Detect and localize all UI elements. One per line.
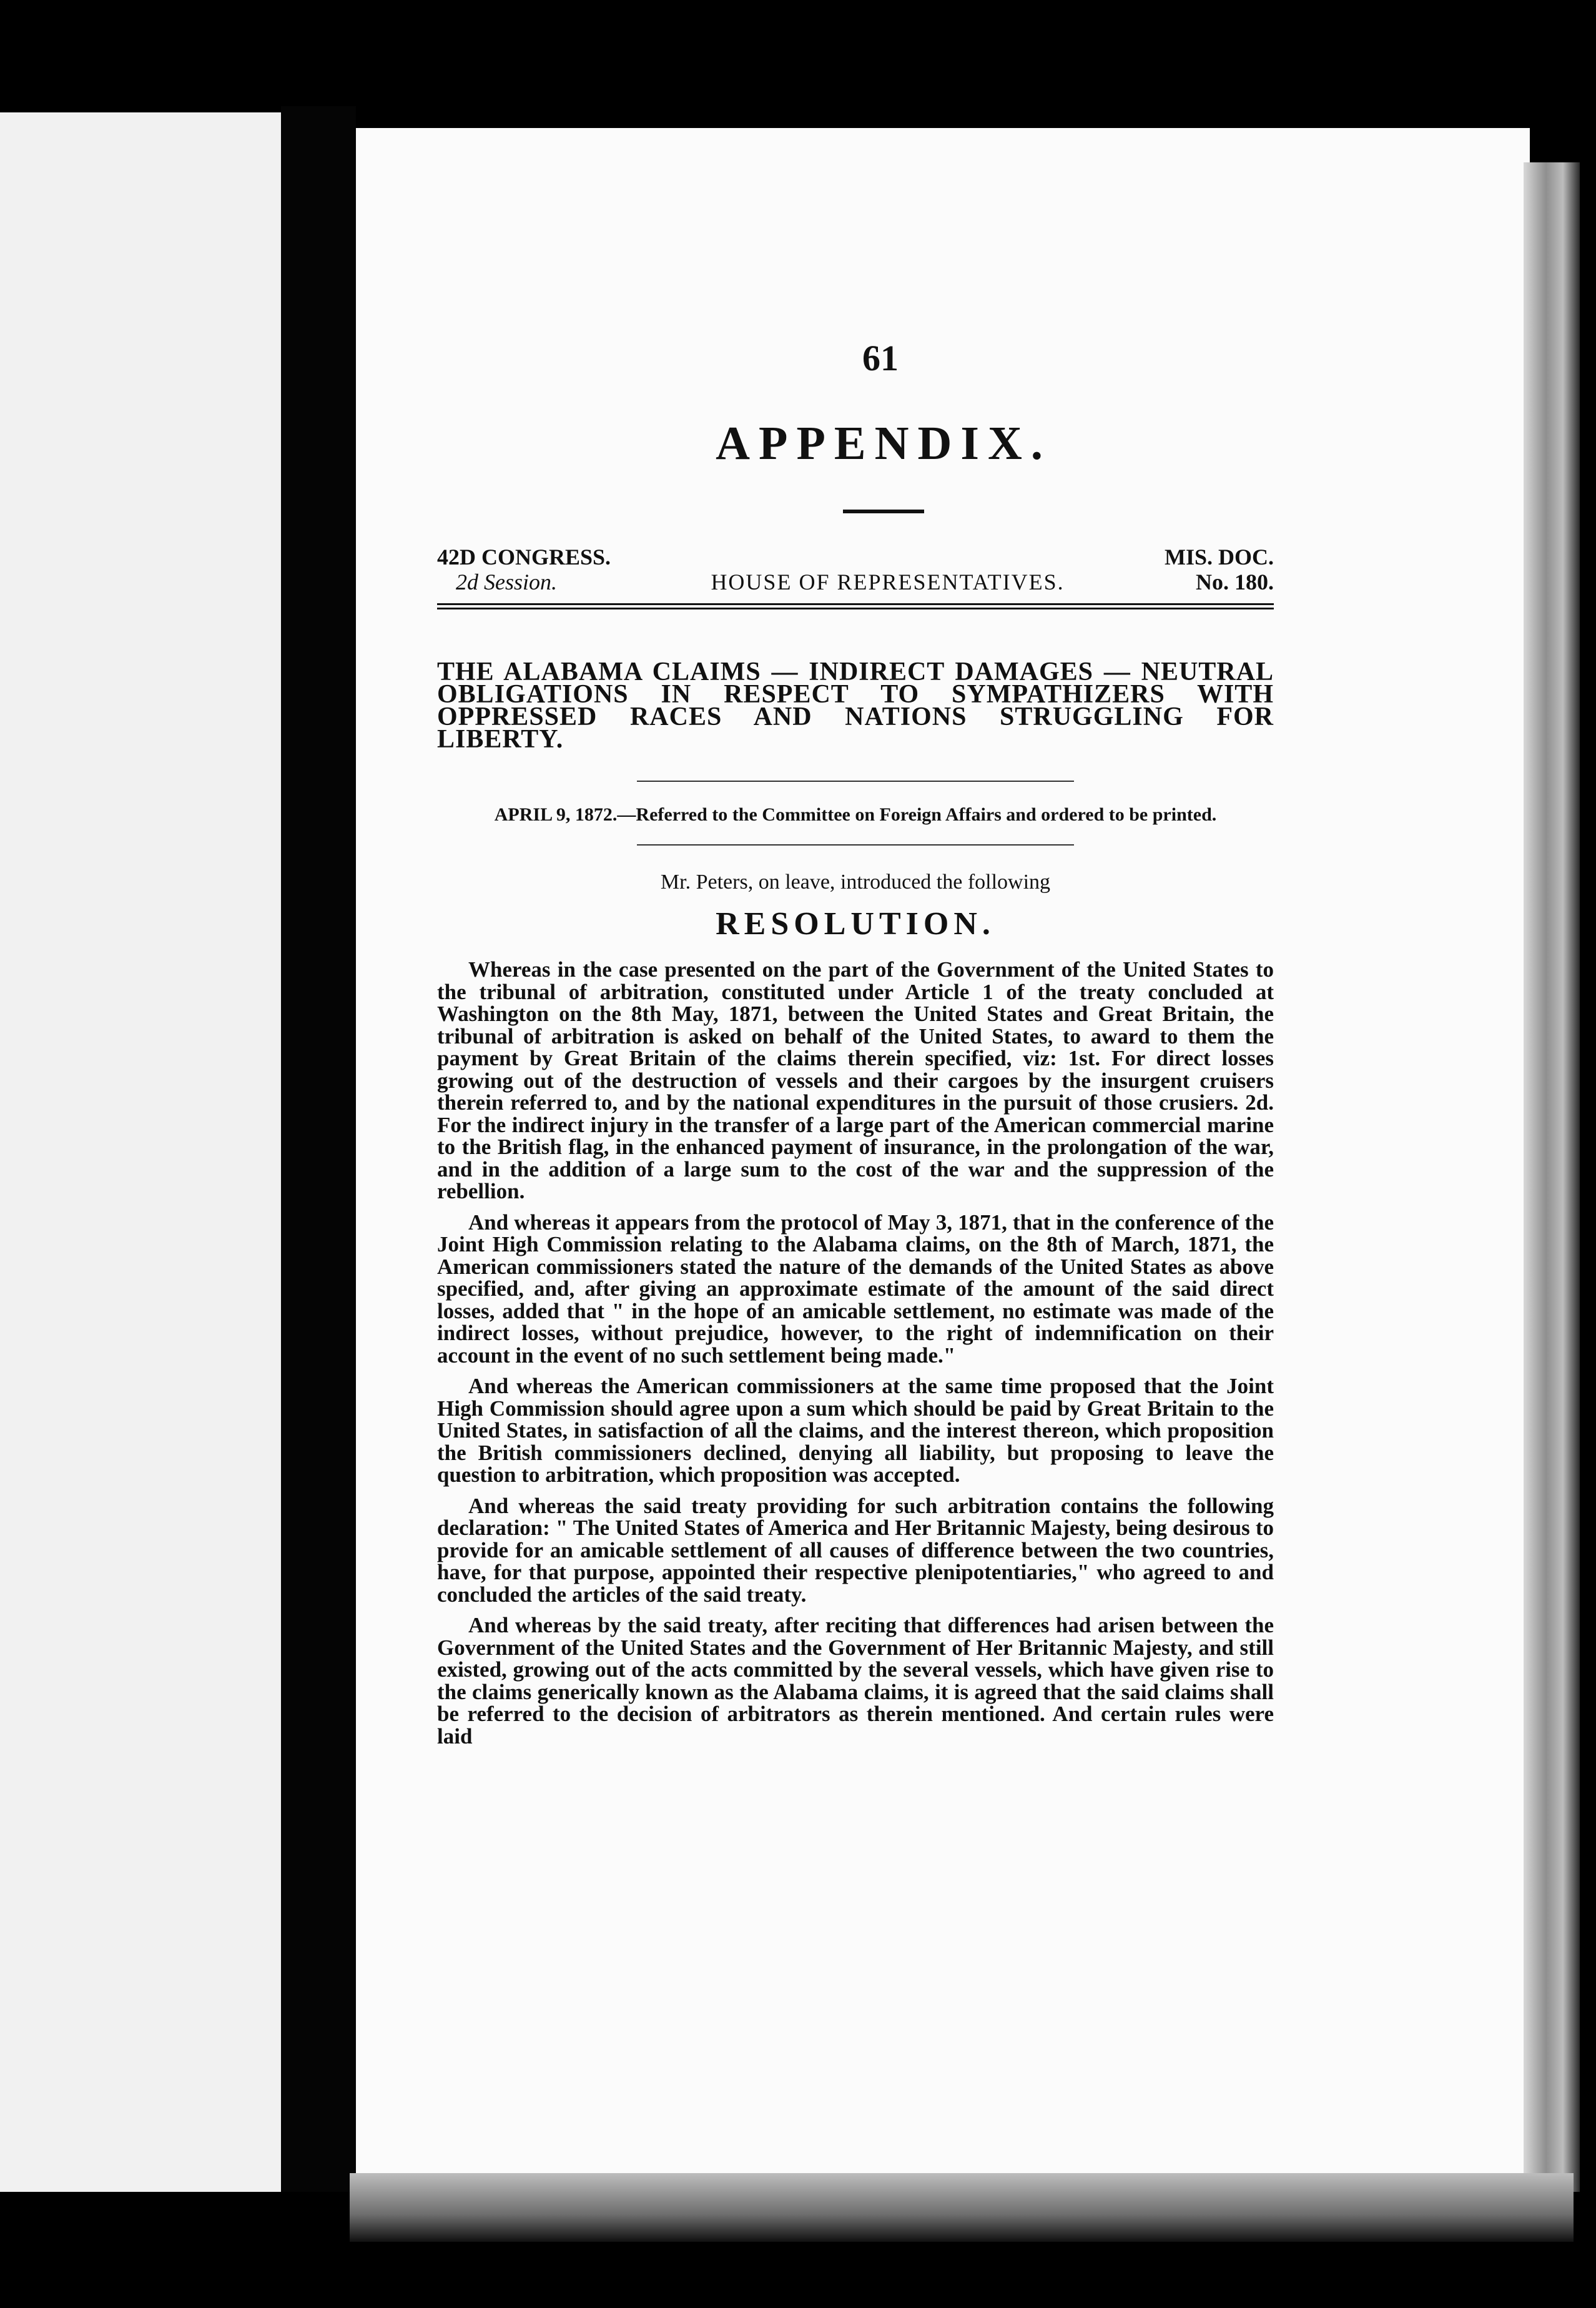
resolution-paragraph: And whereas it appears from the protocol of May 3, 1871, that in the conference of the Joint High Commission relating to the Alabama claims, on the 8th of March, 1871, the American commissioners stated the nature of the demands of the United States as above specified, and, after giving an approximate estimate of the amount of the said direct losses, added that " in the hope of an amicable settlement, no estimate was made of the indirect losses, without prejudice, however, to the right of indemnification on their account in the event of no such settlement being made." bbox=[437, 1210, 1274, 1368]
referral-text: —Referred to the Committee on Foreign Affairs and ordered to be printed. bbox=[617, 804, 1217, 825]
header-rule bbox=[437, 603, 1274, 609]
page-edge bbox=[1524, 162, 1580, 2192]
page-number: 61 bbox=[862, 338, 899, 378]
book-spine bbox=[281, 106, 356, 2192]
page-content bbox=[437, 337, 1274, 1756]
referral-line bbox=[437, 804, 1274, 826]
document-header bbox=[437, 545, 1274, 594]
referral-rule bbox=[637, 844, 1074, 846]
title-rule bbox=[843, 510, 924, 513]
congress-session bbox=[437, 545, 611, 594]
congress-label: 42D CONGRESS. bbox=[437, 545, 611, 570]
subject-heading: THE ALABAMA CLAIMS — INDIRECT DAMAGES — NEUTRAL OBLIGATIONS IN RESPECT TO SYMPATHIZERS WITH OPPRESSED RACES AND NATIONS STRUGGLING FOR LIBERTY. bbox=[437, 658, 1274, 754]
resolution-paragraph: And whereas by the said treaty, after reciting that differences had arisen between the Government of the United States and the Government of Her Britannic Majesty, and still existed, growing out of the acts committed by the several vessels, which have given rise to the claims generically known as the Alabama claims, it is agreed that the said claims shall be referred to the decision of arbitrators as therein mentioned. And certain rules were laid bbox=[437, 1613, 1274, 1748]
resolution-heading: RESOLUTION. bbox=[716, 906, 995, 942]
resolution-paragraph: And whereas the said treaty providing for such arbitration contains the following declaration: " The United States of America and Her Britannic Majesty, being desirous to provide for an amicable settlement of all causes of difference between the two countries, have, for that purpose, appointed their respective plenipotentiaries," who agreed to and concluded the articles of the said treaty. bbox=[437, 1493, 1274, 1607]
intro-line: Mr. Peters, on leave, introduced the following bbox=[660, 870, 1051, 894]
doc-type: MIS. DOC. bbox=[1164, 545, 1274, 570]
left-page bbox=[0, 112, 325, 2192]
resolution-paragraph: Whereas in the case presented on the part of the Government of the United States to the tribunal of arbitration, constituted under Article 1 of the treaty concluded at Washington on the 8th May, 1871, between the United States and Great Britain, the tribunal of arbitration is asked on behalf of the United States, to award to them the payment by Great Britain of the claims therein specified, viz: 1st. For direct losses growing out of the destruction of vessels and their cargoes by the insurgent cruisers therein referred to, and by the national expenditures in the pursuit of those crusiers. 2d. For the indirect injury in the transfer of a large part of the American commercial marine to the British flag, in the enhanced payment of insurance, in the prolongation of the war, and in the addition of a large sum to the cost of the war and the suppression of the rebellion. bbox=[437, 957, 1274, 1203]
bottom-page-edge bbox=[350, 2173, 1574, 2242]
house-label: HOUSE OF REPRESENTATIVES. bbox=[711, 570, 1065, 594]
session-label: 2d Session. bbox=[456, 570, 557, 594]
resolution-paragraph: And whereas the American commissioners at the same time proposed that the Joint High Commission should agree upon a sum which should be paid by Great Britain to the United States, in satisfaction of all the claims, and the interest thereon, which proposition the British commissioners declined, denying all liability, but proposing to leave the question to arbitration, which proposition was accepted. bbox=[437, 1374, 1274, 1487]
referral-date: APRIL 9, 1872. bbox=[494, 804, 618, 825]
doc-number: No. 180. bbox=[1196, 570, 1274, 594]
subject-rule bbox=[637, 781, 1074, 782]
appendix-title: APPENDIX. bbox=[716, 417, 1052, 470]
doc-reference bbox=[1165, 545, 1274, 594]
